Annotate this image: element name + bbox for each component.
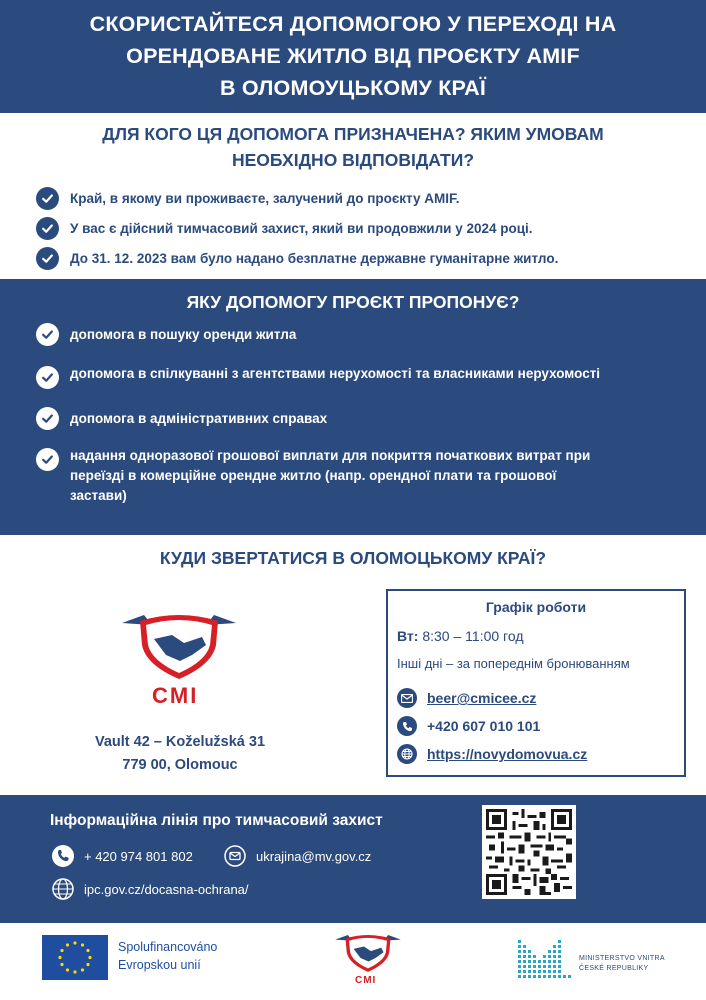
header-line-3: В ОЛОМОУЦЬКОМУ КРАЇ [219, 76, 487, 100]
eu-text-line-1: Spolufinancováno [118, 940, 218, 954]
ministry-text-line-2: ČESKÉ REPUBLIKY [579, 965, 649, 972]
cmi-logo-text: CMI [152, 683, 199, 708]
website-link[interactable] [397, 744, 587, 764]
list-item-text: Край, в якому ви проживаєте, залучений до проєкту AMIF. [70, 190, 460, 206]
list-item-text: надання одноразової грошової виплати для покриття початкових витрат при переїзді в комерційне орендне житло (напр. орендної плати та грошової застави) [70, 448, 591, 503]
schedule-day: Вт: [397, 628, 419, 644]
infoline-phone-text[interactable]: + 420 974 801 802 [84, 848, 193, 864]
eligibility-section [0, 113, 706, 279]
contact-section [0, 535, 706, 795]
mail-icon [224, 845, 246, 867]
address-line-2: 779 00, Olomouc [122, 757, 238, 773]
list-item [36, 213, 558, 243]
mail-icon [397, 688, 417, 708]
ministry-text [579, 954, 665, 974]
check-icon [36, 448, 59, 471]
infoline-email[interactable] [224, 845, 371, 867]
cmi-small-text: CMI [355, 975, 377, 986]
eligibility-title [0, 113, 706, 173]
phone-icon [397, 716, 417, 736]
office-address [84, 731, 276, 777]
eligibility-list [36, 183, 558, 273]
eu-text-line-2: Evropskou unií [118, 958, 201, 972]
offer-list [36, 323, 656, 506]
infoline-phone[interactable] [52, 845, 193, 867]
list-item [36, 243, 558, 273]
list-item-text: До 31. 12. 2023 вам було надано безплатне державне гуманітарне житло. [70, 250, 559, 266]
header-banner [0, 0, 706, 113]
infoline-web-text[interactable]: ipc.gov.cz/docasna-ochrana/ [84, 881, 249, 897]
eu-cofinanced-text [118, 938, 217, 974]
check-icon [36, 407, 59, 430]
schedule-hours: 8:30 – 11:00 год [418, 628, 524, 644]
cmi-small-logo [335, 935, 401, 973]
list-item-text: У вас є дійсний тимчасовий захист, який ви продовжили у 2024 році. [70, 220, 533, 236]
infoline-section [0, 795, 706, 923]
offer-title: ЯКУ ДОПОМОГУ ПРОЄКТ ПРОПОНУЄ? [186, 292, 520, 312]
cmi-shield-logo [122, 615, 236, 681]
eligibility-title-line-2: НЕОБХІДНО ВІДПОВІДАТИ? [231, 150, 475, 170]
offer-section [0, 279, 706, 535]
phone-link[interactable] [397, 716, 540, 736]
list-item-text: допомога в спілкуванні з агентствами нерухомості та власниками нерухомості [70, 366, 601, 381]
ministry-logo-icon [518, 938, 574, 982]
website-text[interactable]: https://novydomovua.cz [427, 746, 588, 762]
list-item-text: допомога в адміністративних справах [70, 411, 328, 426]
list-item [36, 364, 656, 389]
phone-text[interactable]: +420 607 010 101 [427, 718, 541, 734]
check-icon [36, 187, 59, 210]
eu-flag-icon [42, 935, 108, 980]
schedule-tuesday [397, 628, 524, 644]
infoline-web[interactable] [52, 878, 249, 900]
schedule-title: Графік роботи [485, 599, 587, 615]
qr-code[interactable] [482, 805, 576, 899]
globe-icon [52, 878, 74, 900]
contact-title: КУДИ ЗВЕРТАТИСЯ В ОЛОМОЦЬКОМУ КРАЇ? [159, 548, 547, 568]
list-item [36, 183, 558, 213]
list-item-text: допомога в пошуку оренди житла [70, 327, 297, 342]
list-item [36, 407, 656, 430]
email-link[interactable] [397, 688, 536, 708]
header-line-1: СКОРИСТАЙТЕСЯ ДОПОМОГОЮ У ПЕРЕХОДІ НА [89, 12, 617, 36]
address-line-1: Vault 42 – Koželužská 31 [94, 734, 266, 750]
globe-icon [397, 744, 417, 764]
check-icon [36, 366, 59, 389]
infoline-title: Інформаційна лінія про тимчасовий захист [50, 812, 383, 829]
footer [0, 923, 706, 1000]
schedule-box [386, 589, 686, 777]
check-icon [36, 217, 59, 240]
phone-icon [52, 845, 74, 867]
email-text[interactable]: beer@cmicee.cz [427, 690, 537, 706]
list-item [36, 323, 656, 346]
eligibility-title-line-1: ДЛЯ КОГО ЦЯ ДОПОМОГА ПРИЗНАЧЕНА? ЯКИМ УМОВАМ [102, 124, 604, 144]
check-icon [36, 323, 59, 346]
list-item [36, 446, 656, 506]
ministry-text-line-1: MINISTERSTVO VNITRA [579, 955, 665, 962]
schedule-other-days: Інші дні – за попереднім бронюванням [397, 656, 630, 671]
header-line-2: ОРЕНДОВАНЕ ЖИТЛО ВІД ПРОЄКТУ AMIF [126, 44, 580, 68]
check-icon [36, 247, 59, 270]
infoline-email-text[interactable]: ukrajina@mv.gov.cz [256, 848, 372, 864]
